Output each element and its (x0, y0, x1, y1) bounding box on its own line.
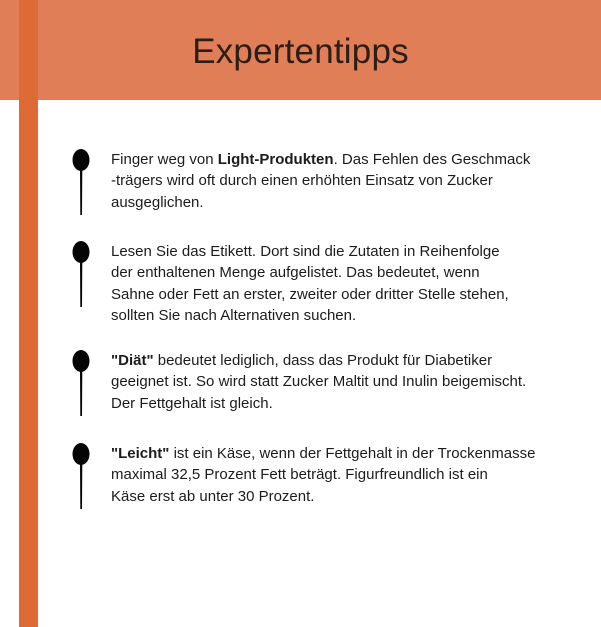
tip-line: Sahne oder Fett an erster, zweiter oder dritter Stelle stehen, (111, 285, 509, 303)
tip-line: "Leicht" ist ein Käse, wenn der Fettgehalt in der Trockenmasse (111, 445, 536, 462)
tip-line: Käse erst ab unter 30 Prozent. (111, 487, 315, 505)
tip-line: sollten Sie nach Alternativen suchen. (111, 306, 357, 324)
spoon-icon (70, 241, 94, 309)
side-accent-bar (19, 0, 38, 627)
tip-line: maximal 32,5 Prozent Fett beträgt. Figurfreundlich ist ein (111, 466, 488, 484)
tip-line: "Diät" bedeutet lediglich, dass das Produkt für Diabetiker (111, 352, 493, 369)
tip-text (111, 350, 586, 414)
page-title: Expertentipps (192, 32, 409, 71)
tip-line: geeignet ist. So wird statt Zucker Maltit und Inulin beigemischt. (111, 373, 527, 391)
spoon-icon (70, 350, 94, 418)
tip-line: ausgeglichen. (111, 193, 204, 211)
tip-line: Der Fettgehalt ist gleich. (111, 394, 273, 412)
tip-bold-term: Light-Produkten (217, 151, 334, 168)
spoon-icon (70, 443, 94, 511)
spoon-icon (70, 149, 94, 217)
tip-line: Lesen Sie das Etikett. Dort sind die Zutaten in Reihenfolge (111, 243, 500, 260)
tip-text (111, 241, 586, 326)
tip-text (111, 149, 586, 213)
tip-text (111, 443, 586, 507)
tip-line: Finger weg von Light-Produkten. Das Fehlen des Geschmack (111, 151, 531, 168)
tip-bold-term: "Leicht" (111, 445, 170, 462)
tip-line: -trägers wird oft durch einen erhöhten Einsatz von Zucker (111, 172, 493, 190)
tip-line: der enthaltenen Menge aufgelistet. Das bedeutet, wenn (111, 264, 480, 282)
tip-bold-term: "Diät" (111, 352, 154, 369)
